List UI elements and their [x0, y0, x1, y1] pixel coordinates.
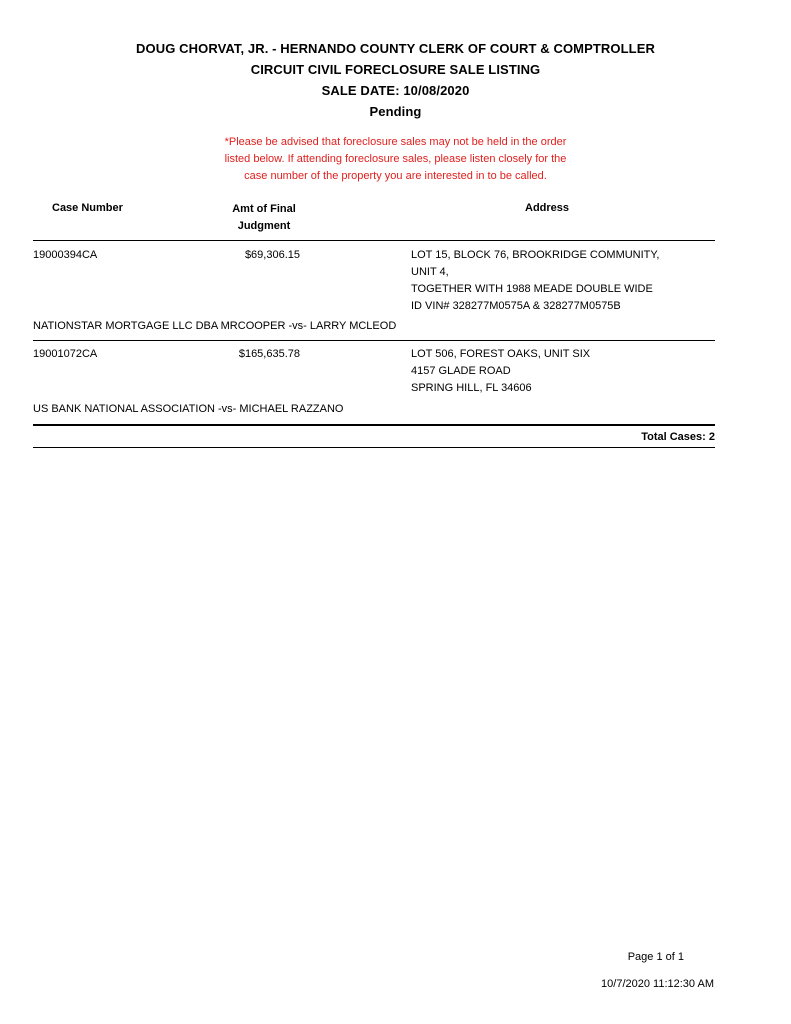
notice-line: listed below. If attending foreclosure sales, please listen closely for the	[224, 153, 567, 165]
address-block	[411, 247, 659, 315]
address-line: LOT 506, FOREST OAKS, UNIT SIX	[411, 348, 591, 360]
print-timestamp: 10/7/2020 11:12:30 AM	[601, 978, 714, 990]
judgment-amount: $165,635.78	[238, 348, 300, 360]
page-number: Page 1 of 1	[627, 951, 684, 963]
notice-line: case number of the property you are interested in to be called.	[244, 170, 547, 182]
clerk-title: DOUG CHORVAT, JR. - HERNANDO COUNTY CLERK OF COURT & COMPTROLLER	[136, 41, 655, 56]
case-number: 19000394CA	[33, 249, 98, 261]
row-divider	[33, 340, 715, 341]
table-end-divider	[33, 424, 715, 426]
address-line: ID VIN# 328277M0575A & 328277M0575B	[411, 300, 621, 312]
judgment-amount: $69,306.15	[244, 249, 300, 261]
sale-date: SALE DATE: 10/08/2020	[321, 83, 470, 98]
case-parties: US BANK NATIONAL ASSOCIATION -vs- MICHAEL RAZZANO	[33, 403, 344, 415]
address-line: 4157 GLADE ROAD	[411, 365, 511, 377]
case-number: 19001072CA	[33, 348, 98, 360]
column-header-address: Address	[525, 202, 570, 214]
column-header-amount	[214, 201, 314, 235]
column-header-amount-line: Judgment	[237, 220, 291, 232]
address-line: UNIT 4,	[411, 266, 449, 278]
case-parties: NATIONSTAR MORTGAGE LLC DBA MRCOOPER -vs- LARRY MCLEOD	[33, 320, 397, 332]
column-header-case-number: Case Number	[52, 202, 123, 214]
column-header-amount-line: Amt of Final	[232, 203, 296, 215]
notice-line: *Please be advised that foreclosure sales may not be held in the order	[224, 136, 567, 148]
address-line: LOT 15, BLOCK 76, BROOKRIDGE COMMUNITY,	[411, 249, 660, 261]
total-cases: Total Cases: 2	[641, 431, 715, 443]
address-block	[411, 346, 590, 397]
header-divider	[33, 240, 715, 241]
listing-title: CIRCUIT CIVIL FORECLOSURE SALE LISTING	[250, 62, 541, 77]
total-divider	[33, 447, 715, 448]
address-line: SPRING HILL, FL 34606	[411, 382, 532, 394]
status-label: Pending	[369, 104, 422, 119]
address-line: TOGETHER WITH 1988 MEADE DOUBLE WIDE	[411, 283, 653, 295]
